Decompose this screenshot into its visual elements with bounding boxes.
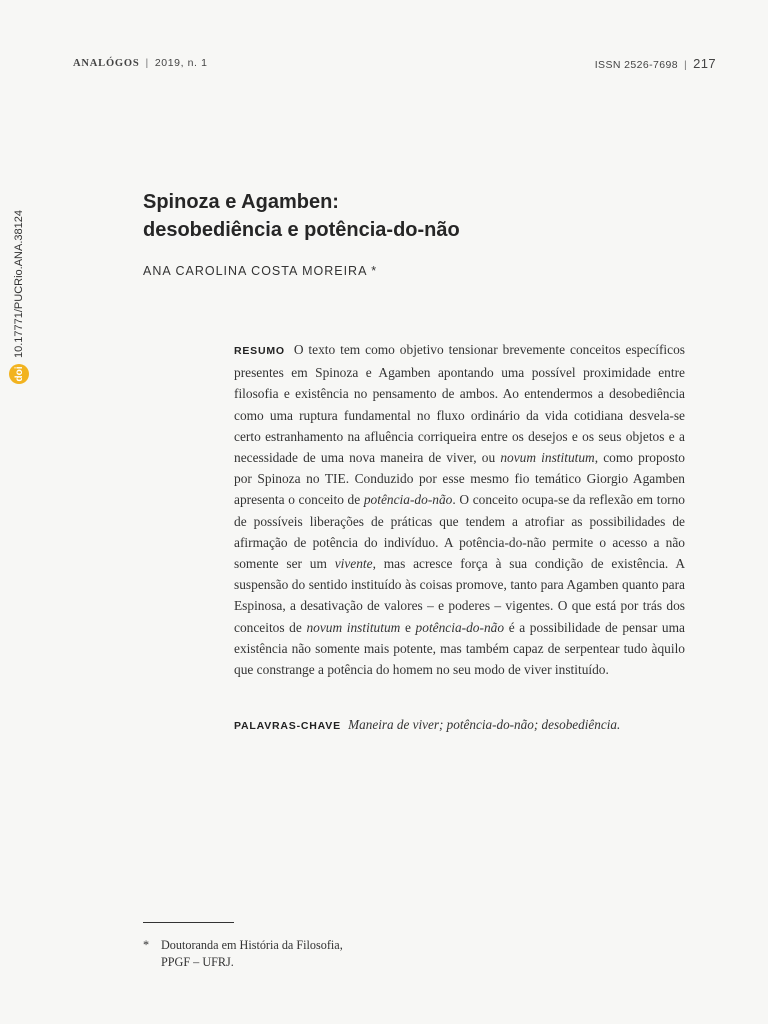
journal-name: ANALÓGOS <box>73 58 140 69</box>
abstract-emphasis: potência-do-não <box>415 619 505 635</box>
abstract-text: e <box>404 619 411 635</box>
running-header-right <box>595 56 716 71</box>
abstract-label: RESUMO <box>234 345 285 357</box>
abstract-emphasis: novum institutum <box>500 450 595 466</box>
abstract-emphasis: vivente <box>334 556 373 572</box>
running-header-left <box>73 57 208 69</box>
doi-icon: doi <box>9 364 29 384</box>
title-line-1: Spinoza e Agamben: <box>143 191 339 213</box>
abstract-text: , como proposto por Spinoza no TIE. Conduzido por esse mesmo fio temático Giorgio Agamben apresenta o conceito de <box>234 450 685 508</box>
abstract <box>234 339 685 680</box>
abstract-text: , mas acresce força à sua condição de existência. A suspensão do sentido instituído às coisas promove, tanto para Agamben quanto para Espinosa, a desativação de valores – e poderes – vigentes. O que está por trás dos conceitos de <box>234 556 685 635</box>
issn: ISSN 2526-7698 <box>594 59 678 71</box>
keywords <box>234 717 685 733</box>
title-line-2: desobediência e potência-do-não <box>143 219 460 241</box>
header-separator: | <box>683 59 688 71</box>
journal-issue: 2019, n. 1 <box>154 57 208 69</box>
author-name: ANA CAROLINA COSTA MOREIRA * <box>143 264 378 278</box>
keywords-text: Maneira de viver; potência-do-não; desobediência. <box>348 717 621 732</box>
abstract-text: . O conceito ocupa-se da reflexão em torno de possíveis liberações de práticas que tendem a atrofiar as possibilidades de afirmação de potência do indivíduo. A potência-do-não permite o acesso a não somente ser um <box>234 492 685 572</box>
keywords-label: PALAVRAS-CHAVE <box>234 720 341 732</box>
footnote-divider <box>143 922 234 923</box>
footnote-text <box>161 937 343 971</box>
footnote-mark: * <box>143 938 150 952</box>
footnote <box>143 937 403 971</box>
footnote-line-1: Doutoranda em História da Filosofia, <box>161 938 343 952</box>
abstract-emphasis: potência-do-não <box>363 492 453 508</box>
abstract-text: é a possibilidade de pensar uma existência não somente mais potente, mas também capaz de serpentear tudo àquilo que constrange a potência do homem no seu modo de viver instituído. <box>234 619 685 678</box>
doi-strip[interactable] <box>9 210 29 384</box>
footnote-line-2: PPGF – UFRJ. <box>161 955 234 969</box>
doi-link[interactable]: 10.17771/PUCRio.ANA.38124 <box>13 210 25 358</box>
abstract-emphasis: novum institutum <box>306 619 401 635</box>
header-separator: | <box>145 57 149 69</box>
page-number: 217 <box>693 56 716 71</box>
article-title <box>143 188 703 244</box>
abstract-text: O texto tem como objetivo tensionar brevemente conceitos específicos presentes em Spinoza e Agamben apontando uma possível proximidade entre filosofia e existência no pensamento de ambos. Ao entendermos a desobediência como uma ruptura fundamental no fluxo ordinário da vida cotidiana desvela-se certo estranhamento na afluência corriqueira entre os desejos e os seus objetos e a necessidade de uma nova maneira de viver, ou <box>234 342 685 466</box>
